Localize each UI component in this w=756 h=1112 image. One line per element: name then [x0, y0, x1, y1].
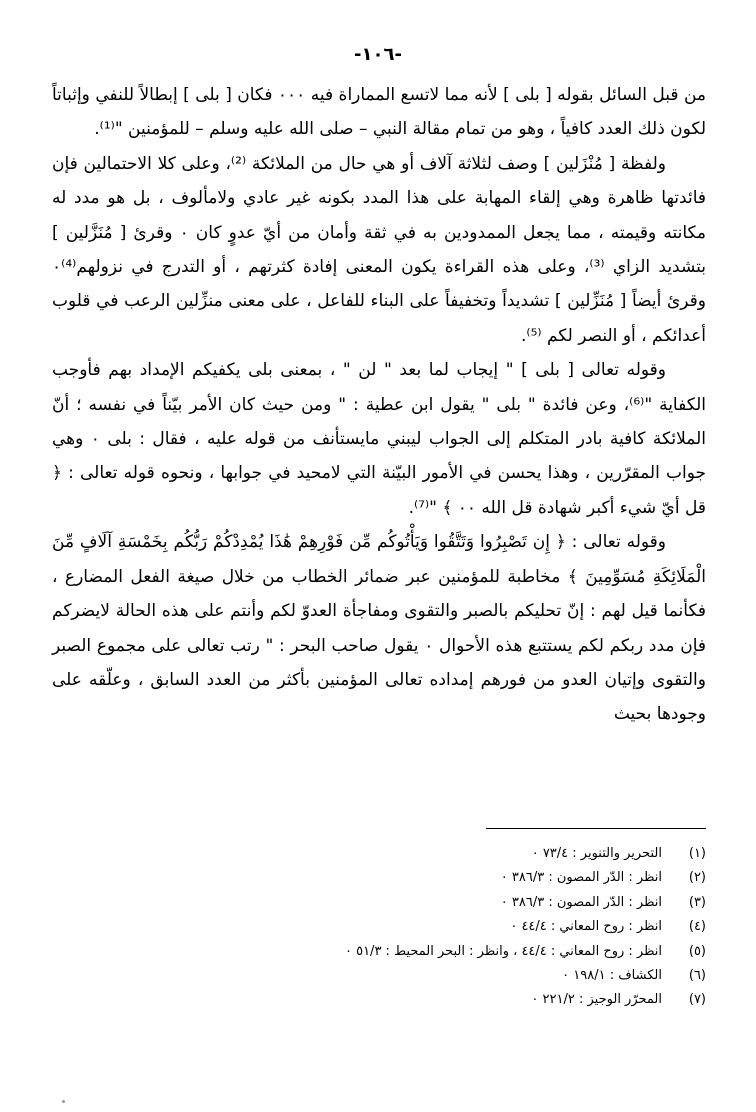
footnote-number: (١) [688, 846, 706, 861]
footnote-text: انظر : الدّر المصون : ٣٨٦/٣ ٠ [500, 894, 662, 910]
footnotes-list [60, 842, 706, 1013]
footnote-item [60, 964, 706, 988]
footnote-item [60, 891, 706, 915]
footnote-text: انظر : الدّر المصون : ٣٨٦/٣ ٠ [500, 870, 662, 886]
footnote-text: التحرير والتنوير : ٧٣/٤ ٠ [531, 846, 662, 861]
footnote-number: (٤) [688, 919, 706, 935]
footnote-item [60, 842, 706, 866]
footnote-text: انظر : روح المعاني : ٤٤/٤ ، وانظر : البحر المحيط : ٥١/٣ ٠ [344, 943, 662, 959]
footnote-number: (٧) [688, 992, 706, 1008]
footnote-item [60, 866, 706, 890]
footnote-item [60, 988, 706, 1012]
footnote-item [60, 915, 706, 939]
footnote-text: انظر : روح المعاني : ٤٤/٤ ٠ [510, 919, 662, 935]
footnote-text: المحرّر الوجيز : ٢٢١/٢ ٠ [531, 992, 662, 1008]
body-text [52, 78, 706, 732]
footnote-number: (٦) [688, 968, 706, 984]
footnote-item [60, 940, 706, 964]
paragraph: وقوله تعالى : ﴿ إِن تَصْبِرُوا وَتَتَّقُوا وَيَأْتُوكُم مِّن فَوْرِهِمْ هَٰذَا يُمْدِدْكُمْ رَبُّكُم بِخَمْسَةِ آلَافٍ مِّنَ الْمَلَائِكَةِ مُسَوِّمِينَ ﴾ مخاطبة للمؤمنين عبر ضمائر الخطاب من خلال صيغة الفعل المضارع ، فكأنما قيل لهم : إنّ تحليكم بالصبر والتقوى ومفاجأة العدوّ لكم وأنتم على هذه الحالة لايضركم فإن مدد ربكم لكم يستتبع هذه الأحوال ٠ يقول صاحب البحر : " رتب تعالى على مجموع الصبر والتقوى وإتيان العدو من فورهم إمداده تعالى المؤمنين بأكثر من العدد السابق ، وعلّقه على وجودها بحيث [52, 532, 707, 725]
paragraph: من قبل السائل بقوله [ بلى ] لأنه مما لاتسع المماراة فيه ٠٠٠ فكان [ بلى ] إبطالاً للنفي وإثباتاً لكون ذلك العدد كافياً ، وهو من تمام مقالة النبي – صلى الله عليه وسلم – للمؤمنين "⁽¹⁾. [52, 85, 706, 140]
paragraph: ولفظة [ مُنْزَلين ] وصف لثلاثة آلاف أو هي حال من الملائكة ⁽²⁾، وعلى كلا الاحتمالين فإن فائدتها ظاهرة وهي إلقاء المهابة على هذا المدد بكونه غير عادي ولامألوف ، بل هو مدد له مكانته وقيمته ، مما يجعل الممدودين به في ثقة وأمان من أيّ عدوٍ كان ٠ وقرئ [ مُنَزَّلين ] بتشديد الزاي ⁽³⁾، وعلى هذه القراءة يكون المعنى إفادة كثرتهم ، أو التدرج في نزولهم⁽⁴⁾٠ وقرئ أيضاً [ مُنَزِّلين ] تشديداً وتخفيفاً على البناء للفاعل ، على معنى منزِّلين الرعب في قلوب أعدائكم ، أو النصر لكم ⁽⁵⁾. [52, 153, 707, 346]
footnote-number: (٥) [688, 943, 706, 959]
footnote-separator [486, 828, 706, 829]
page-number: -١٠٦- [354, 44, 402, 65]
paragraph: وقوله تعالى [ بلى ] " إيجاب لما بعد " لن " ، بمعنى بلى يكفيكم الإمداد بهم فأوجب الكفاية "⁽⁶⁾، وعن فائدة " بلى " يقول ابن عطية : " ومن حيث كان الأمر بيّناً في نفسه ؛ أنّ الملائكة كافية بادر المتكلم إلى الجواب ليبني مايستأنف من قوله عليه ، فقال : بلى ٠ وهي جواب المقرّرين ، وهذا يحسن في الأمور البيّنة التي لامحيد في جوابها ، ونحوه قوله تعالى : ﴿ قل أيّ شيء أكبر شهادة قل الله ٠٠ ﴾ "⁽⁷⁾. [52, 360, 706, 518]
footnote-number: (٣) [688, 894, 706, 910]
footnote-text: الكشاف : ١٩٨/١ ٠ [562, 968, 662, 984]
footnote-number: (٢) [688, 870, 706, 886]
scan-speck [62, 1100, 65, 1103]
